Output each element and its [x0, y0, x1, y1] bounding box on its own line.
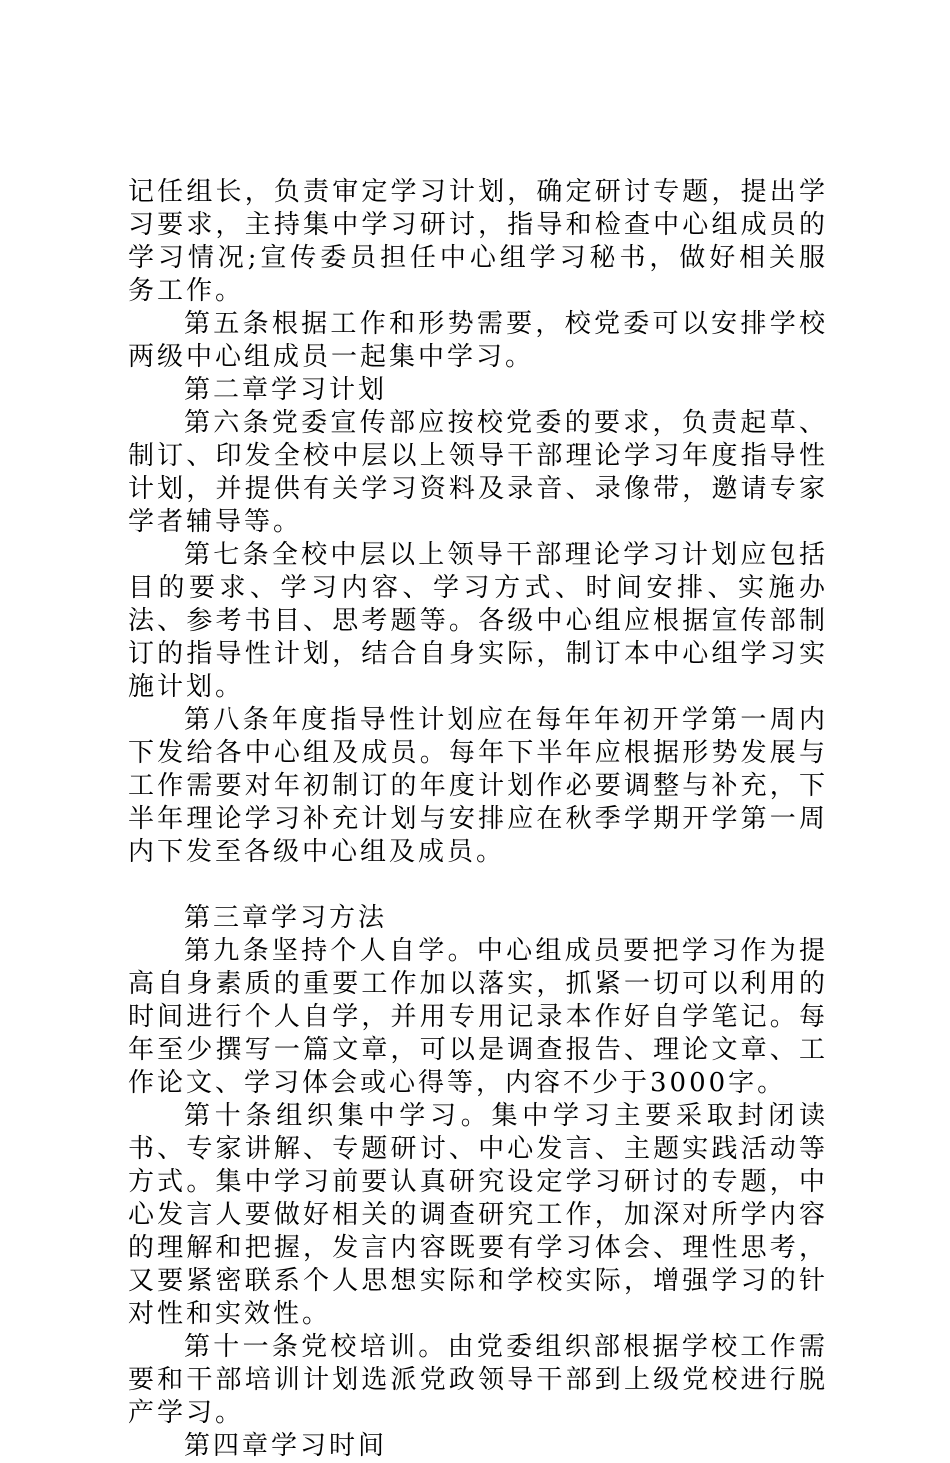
chapter-3-heading: 第三章学习方法	[184, 903, 388, 933]
paragraph-continuation: 记任组长，负责审定学习计划，确定研讨专题，提出学习要求，主持集中学习研讨，指导和检查中心组成员的学习情况;宣传委员担任中心组学习秘书，做好相关服务工作。	[128, 177, 828, 306]
article-8: 第八条年度指导性计划应在每年年初开学第一周内下发给各中心组及成员。每年下半年应根据形势发展与工作需要对年初制订的年度计划作必要调整与补充，下半年理论学习补充计划与安排应在秋季学期开学第一周内下发至各级中心组及成员。	[128, 705, 828, 867]
article-6: 第六条党委宣传部应按校党委的要求，负责起草、制订、印发全校中层以上领导干部理论学习年度指导性计划，并提供有关学习资料及录音、录像带，邀请专家学者辅导等。	[128, 408, 828, 537]
article-7: 第七条全校中层以上领导干部理论学习计划应包括目的要求、学习内容、学习方式、时间安排、实施办法、参考书目、思考题等。各级中心组应根据宣传部制订的指导性计划，结合自身实际，制订本中心组学习实施计划。	[128, 540, 828, 702]
article-9: 第九条坚持个人自学。中心组成员要把学习作为提高自身素质的重要工作加以落实，抓紧一切可以利用的时间进行个人自学，并用专用记录本作好自学笔记。每年至少撰写一篇文章，可以是调查报告、理论文章、工作论文、学习体会或心得等，内容不少于3000字。	[128, 936, 828, 1098]
article-11: 第十一条党校培训。由党委组织部根据学校工作需要和干部培训计划选派党政领导干部到上级党校进行脱产学习。	[128, 1332, 828, 1428]
document-body	[128, 176, 828, 1463]
article-10: 第十条组织集中学习。集中学习主要采取封闭读书、专家讲解、专题研讨、中心发言、主题实践活动等方式。集中学习前要认真研究设定学习研讨的专题，中心发言人要做好相关的调查研究工作，加深对所学内容的理解和把握，发言内容既要有学习体会、理性思考，又要紧密联系个人思想实际和学校实际，增强学习的针对性和实效性。	[128, 1101, 828, 1329]
chapter-2-heading: 第二章学习计划	[184, 375, 388, 405]
article-5: 第五条根据工作和形势需要，校党委可以安排学校两级中心组成员一起集中学习。	[128, 309, 828, 372]
chapter-4-heading: 第四章学习时间	[184, 1431, 388, 1461]
